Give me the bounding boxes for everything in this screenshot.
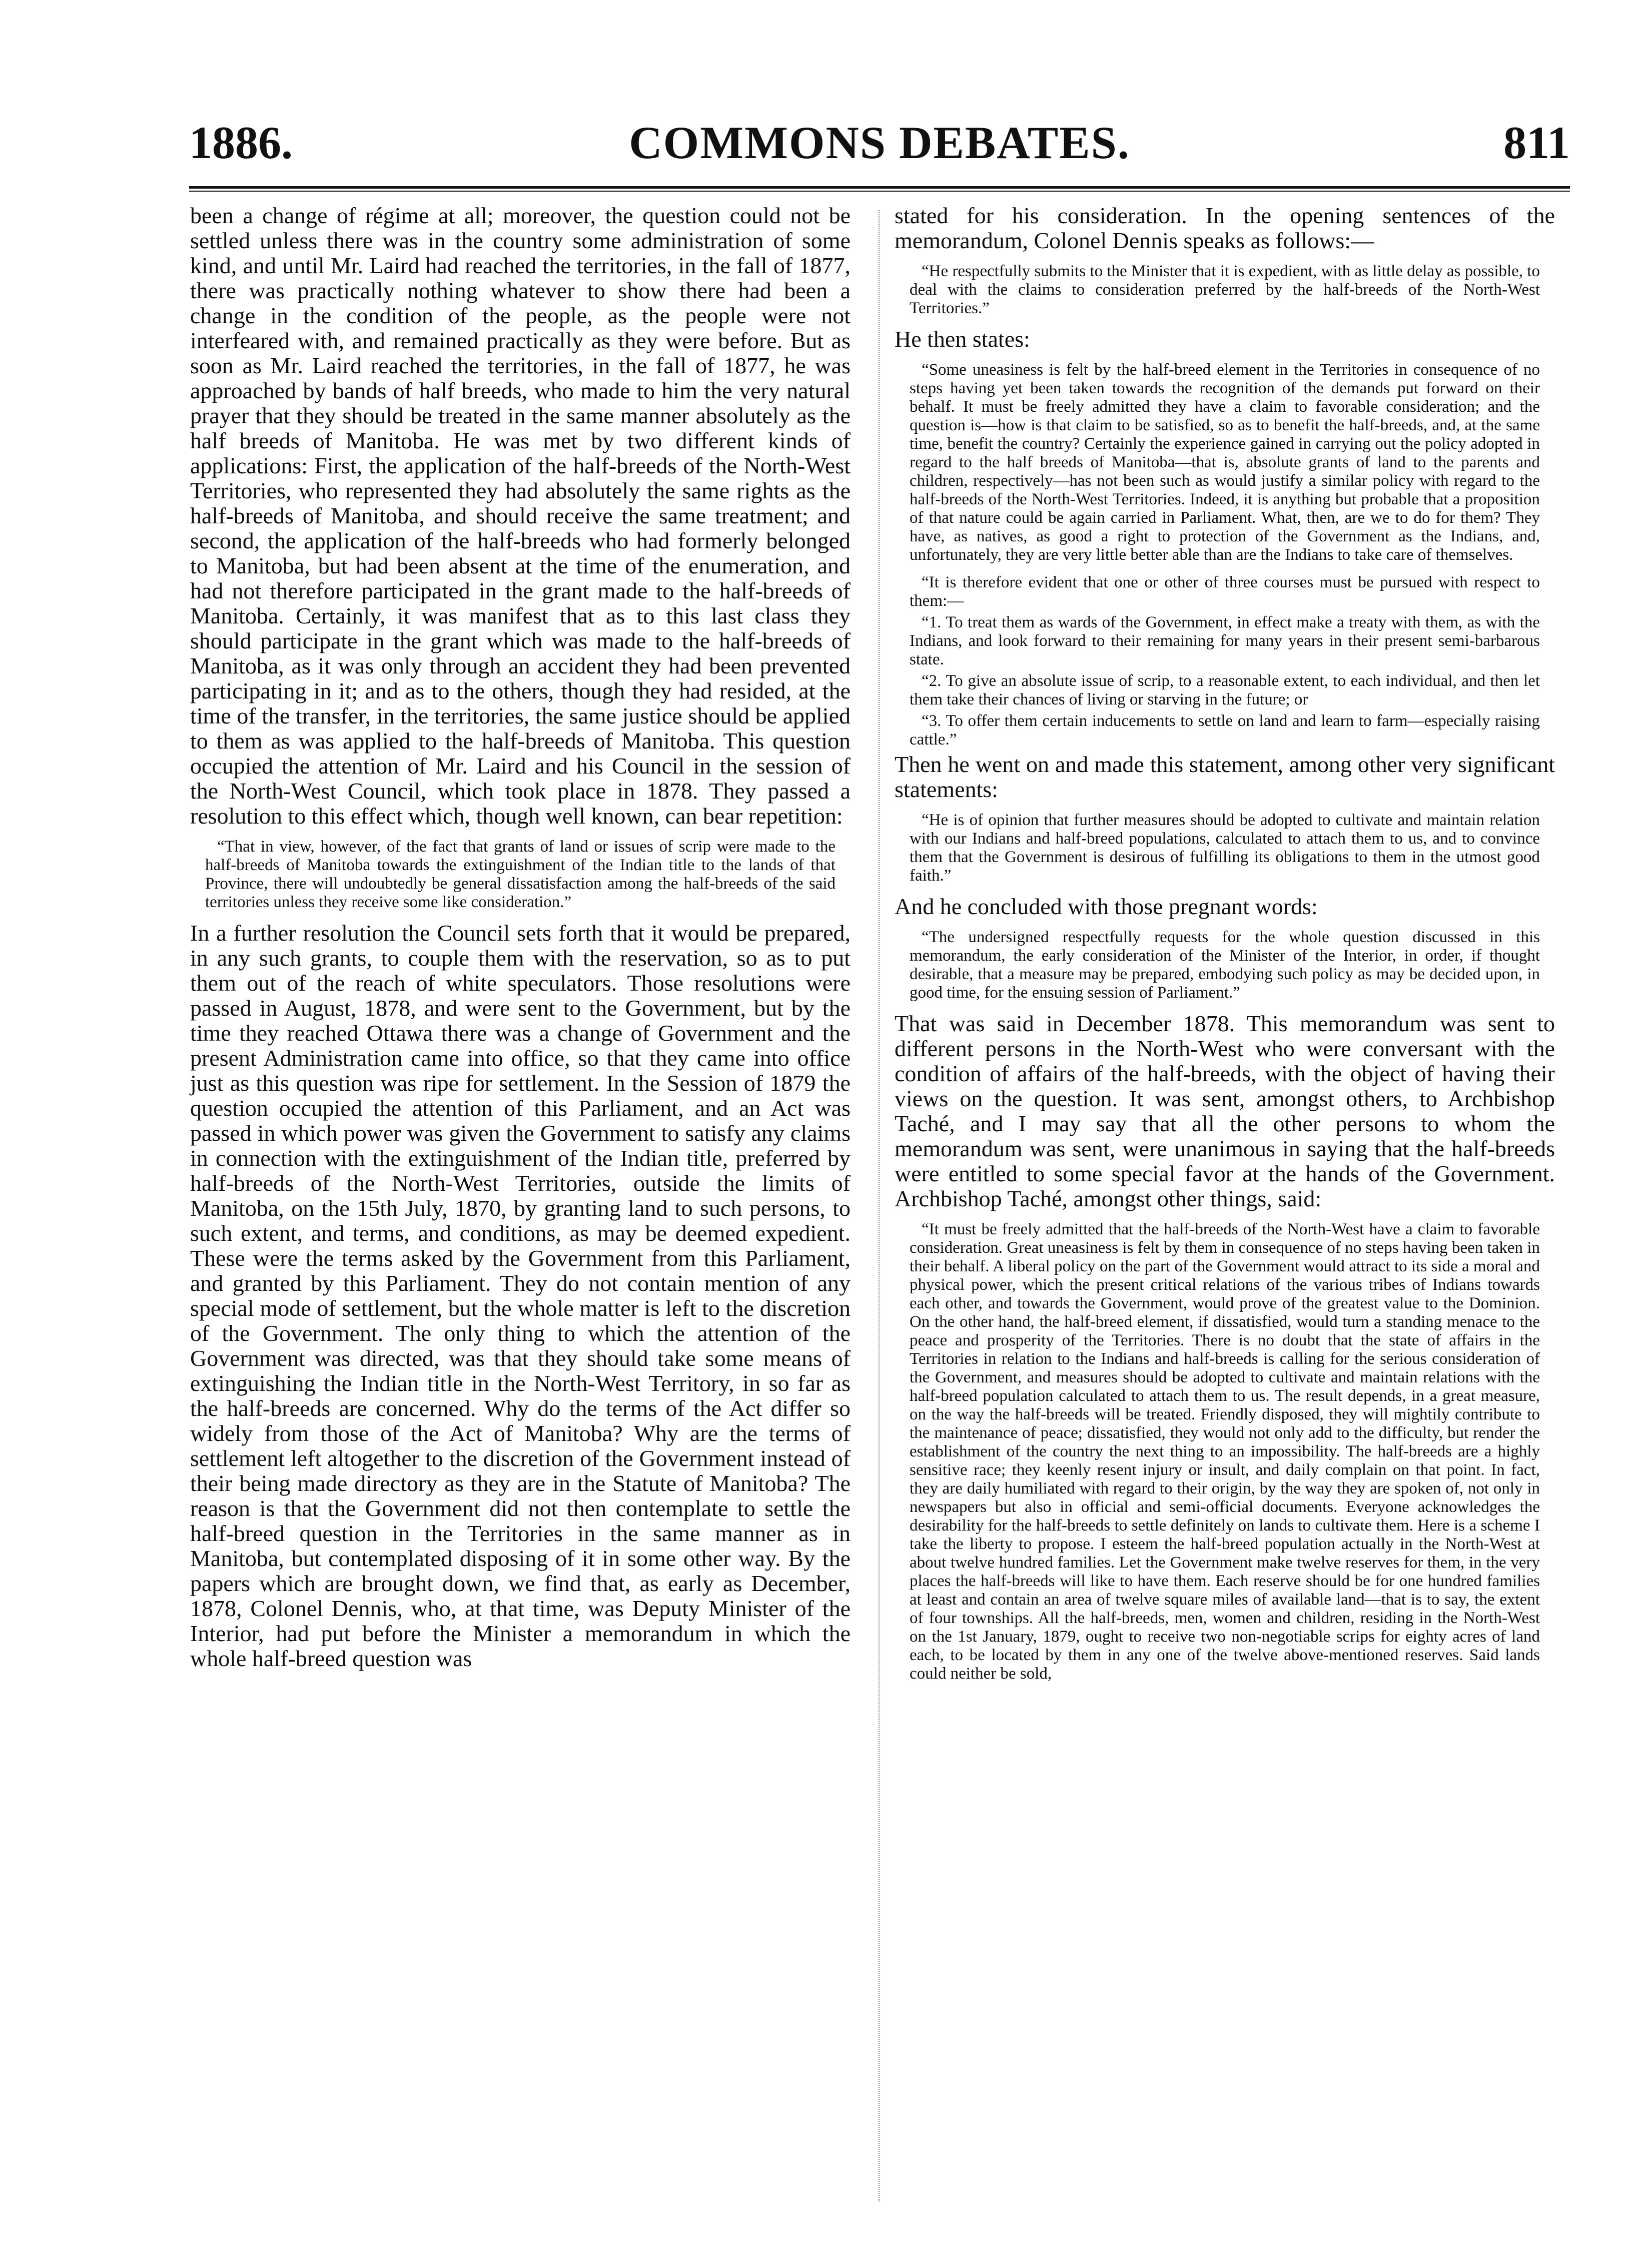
- page-header: [189, 115, 1570, 175]
- quotation: “It is therefore evident that one or other of three courses must be pursued with respect to them:—: [910, 573, 1540, 610]
- quotation: “He is of opinion that further measures should be adopted to cultivate and maintain relation with our Indians and half-breed populations, calculated to attach them to us, and to convince them that the Government is desirous of fulfilling its obligations to them in the utmost good faith.”: [910, 811, 1540, 885]
- header-page-number: 811: [1503, 117, 1570, 168]
- column-divider: [879, 210, 880, 2201]
- quotation: “The undersigned respectfully requests for the whole question discussed in this memorandum, the early consideration of the Minister of the Interior, in order, if thought desirable, that a measure may be prepared, embodying such policy as may be decided upon, in good time, for the ensuing session of Parliament.”: [910, 928, 1540, 1002]
- paragraph: And he concluded with those pregnant words:: [895, 894, 1318, 919]
- left-column: [190, 203, 851, 1676]
- paragraph: That was said in December 1878. This memorandum was sent to different persons in the North-West who were conversant with the condition of affairs of the half-breeds, with the object of having their views on the question. It was sent, amongst others, to Archbishop Taché, and I may say that all the other persons to whom the memorandum was sent, were unanimous in saying that the half-breeds were entitled to some special favor at the hands of the Government. Archbishop Taché, amongst other things, said:: [895, 1011, 1555, 1211]
- header-rule: [189, 186, 1570, 192]
- quotation: “That in view, however, of the fact that grants of land or issues of scrip were made to the half-breeds of Manitoba towards the extinguishment of the Indian title to the lands of that Province, there will undoubtedly be general dissatisfaction among the half-breeds of the said territories unless they receive some like consideration.”: [205, 838, 836, 911]
- quotation: “It must be freely admitted that the half-breeds of the North-West have a claim to favorable consideration. Great uneasiness is felt by them in consequence of no steps having been taken in their behalf. A liberal policy on the part of the Government would attract to its side a moral and physical power, which the present critical relations of the various tribes of Indians towards each other, and towards the Government, would prove of the greatest value to the Dominion. On the other hand, the half-breed element, if dissatisfied, would turn a standing menace to the peace and prosperity of the Territories. There is no doubt that the state of affairs in the Territories in relation to the Indians and half-breeds is calling for the serious consideration of the Government, and measures should be adopted to cultivate and maintain relations with the half-breed population calculated to attach them to us. The result depends, in a great measure, on the way the half-breeds will be treated. Friendly disposed, they will mightily contribute to the maintenance of peace; dissatisfied, they would not only add to the difficulty, but render the establishment of the country the next thing to an impossibility. The half-breeds are a highly sensitive race; they keenly resent injury or insult, and daily complain on that point. In fact, they are daily humiliated with regard to their origin, by the way they are spoken of, not only in newspapers but also in official and semi-official documents. Everyone acknowledges the desirability for the half-breeds to settle definitely on lands to cultivate them. Here is a scheme I take the liberty to propose. I esteem the half-breed population actually in the North-West at about twelve hundred families. Let the Government make twelve reserves for them, in the very places the half-breeds will like to have them. Each reserve should be for one hundred families at least and contain an area of twelve square miles of available land—that is to say, the extent of four townships. All the half-breeds, men, women and children, residing in the North-West on the 1st January, 1879, ought to receive two non-negotiable scrips for eighty acres of land each, to be located by them in any one of the twelve above-mentioned reserves. Said lands could neither be sold,: [910, 1220, 1540, 1683]
- quotation: “Some uneasiness is felt by the half-breed element in the Territories in consequence of no steps having yet been taken towards the recognition of the demands put forward on their behalf. It must be freely admitted they have a claim to favorable consideration; and the question is—how is that claim to be satisfied, so as to benefit the half-breeds, and, at the same time, benefit the country? Certainly the experience gained in carrying out the policy adopted in regard to the half breeds of Manitoba—that is, absolute grants of land to the parents and children, respectively—has not been such as would justify a similar policy with regard to the half-breeds of the North-West Territories. Indeed, it is anything but probable that a proposition of that nature could be again carried in Parliament. What, then, are we to do for them? They have, as natives, as good a right to protection of the Government as the Indians, and, unfortunately, they are very little better able than are the Indians to take care of themselves.: [910, 361, 1540, 564]
- paragraph: He then states:: [895, 326, 1030, 352]
- quotation: “He respectfully submits to the Minister that it is expedient, with as little delay as possible, to deal with the claims to consideration preferred by the half-breeds of the North-West Territories.”: [910, 262, 1540, 317]
- paragraph: Then he went on and made this statement, among other very significant statements:: [895, 752, 1555, 802]
- right-column: [895, 203, 1555, 1692]
- paragraph: stated for his consideration. In the opening sentences of the memorandum, Colonel Dennis speaks as follows:—: [895, 203, 1555, 253]
- quotation: “2. To give an absolute issue of scrip, to a reasonable extent, to each individual, and then let them take their chances of living or starving in the future; or: [910, 672, 1540, 708]
- header-year: 1886.: [189, 117, 293, 168]
- quotation: “1. To treat them as wards of the Government, in effect make a treaty with them, as with the Indians, and look forward to their remaining for many years in their present semi-barbarous state.: [910, 613, 1540, 668]
- paragraph: In a further resolution the Council sets forth that it would be prepared, in any such grants, to couple them with the reservation, so as to put them out of the reach of white speculators. Those resolutions were passed in August, 1878, and were sent to the Government, but by the time they reached Ottawa there was a change of Government and the present Administration came into office, so that they came into office just as this question was ripe for settlement. In the Session of 1879 the question occupied the attention of this Parliament, and an Act was passed in which power was given the Government to satisfy any claims in connection with the extinguishment of the Indian title, preferred by half-breeds of the North-West Territories, outside the limits of Manitoba, on the 15th July, 1870, by granting land to such persons, to such extent, and terms, and conditions, as may be deemed expedient. These were the terms asked by the Government from this Parliament, and granted by this Parliament. They do not contain mention of any special mode of settlement, but the whole matter is left to the discretion of the Government. The only thing to which the attention of the Government was directed, was that they should take some means of extinguishing the Indian title in the North-West Territory, in so far as the half-breeds are concerned. Why do the terms of the Act differ so widely from those of the Act of Manitoba? Why are the terms of settlement left altogether to the discretion of the Government instead of their being made directory as they are in the Statute of Manitoba? The reason is that the Government did not then contemplate to settle the half-breed question in the Territories in the same manner as in Manitoba, but contemplated disposing of it in some other way. By the papers which are brought down, we find that, as early as December, 1878, Colonel Dennis, who, at that time, was Deputy Minister of the Interior, had put before the Minister a memorandum in which the whole half-breed question was: [190, 920, 851, 1671]
- header-title: COMMONS DEBATES.: [629, 117, 1130, 168]
- paragraph: been a change of régime at all; moreover, the question could not be settled unless there was in the country some administration of some kind, and until Mr. Laird had reached the territories, in the fall of 1877, there was practically nothing whatever to show there had been a change in the condition of the people, as the people were not interfeared with, and remained practically as they were before. But as soon as Mr. Laird reached the territories, in the fall of 1877, he was approached by bands of half breeds, who made to him the very natural prayer that they should be treated in the same manner absolutely as the half breeds of Manitoba. He was met by two different kinds of applications: First, the application of the half-breeds of the North-West Territories, who represented they had absolutely the same rights as the half-breeds of Manitoba, and should receive the same treatment; and second, the application of the half-breeds who had formerly belonged to Manitoba, but had been absent at the time of the enumeration, and had not therefore participated in the grant made to the half-breeds of Manitoba. Certainly, it was manifest that as to this last class they should participate in the grant which was made to the half-breeds of Manitoba, as it was only through an accident they had been prevented participating in it; and as to the others, though they had resided, at the time of the transfer, in the territories, the same justice should be applied to them as was applied to the half-breeds of Manitoba. This question occupied the attention of Mr. Laird and his Council in the session of the North-West Council, which took place in 1878. They passed a resolution to this effect which, though well known, can bear repetition:: [190, 203, 851, 829]
- quotation: “3. To offer them certain inducements to settle on land and learn to farm—especially raising cattle.”: [910, 712, 1540, 748]
